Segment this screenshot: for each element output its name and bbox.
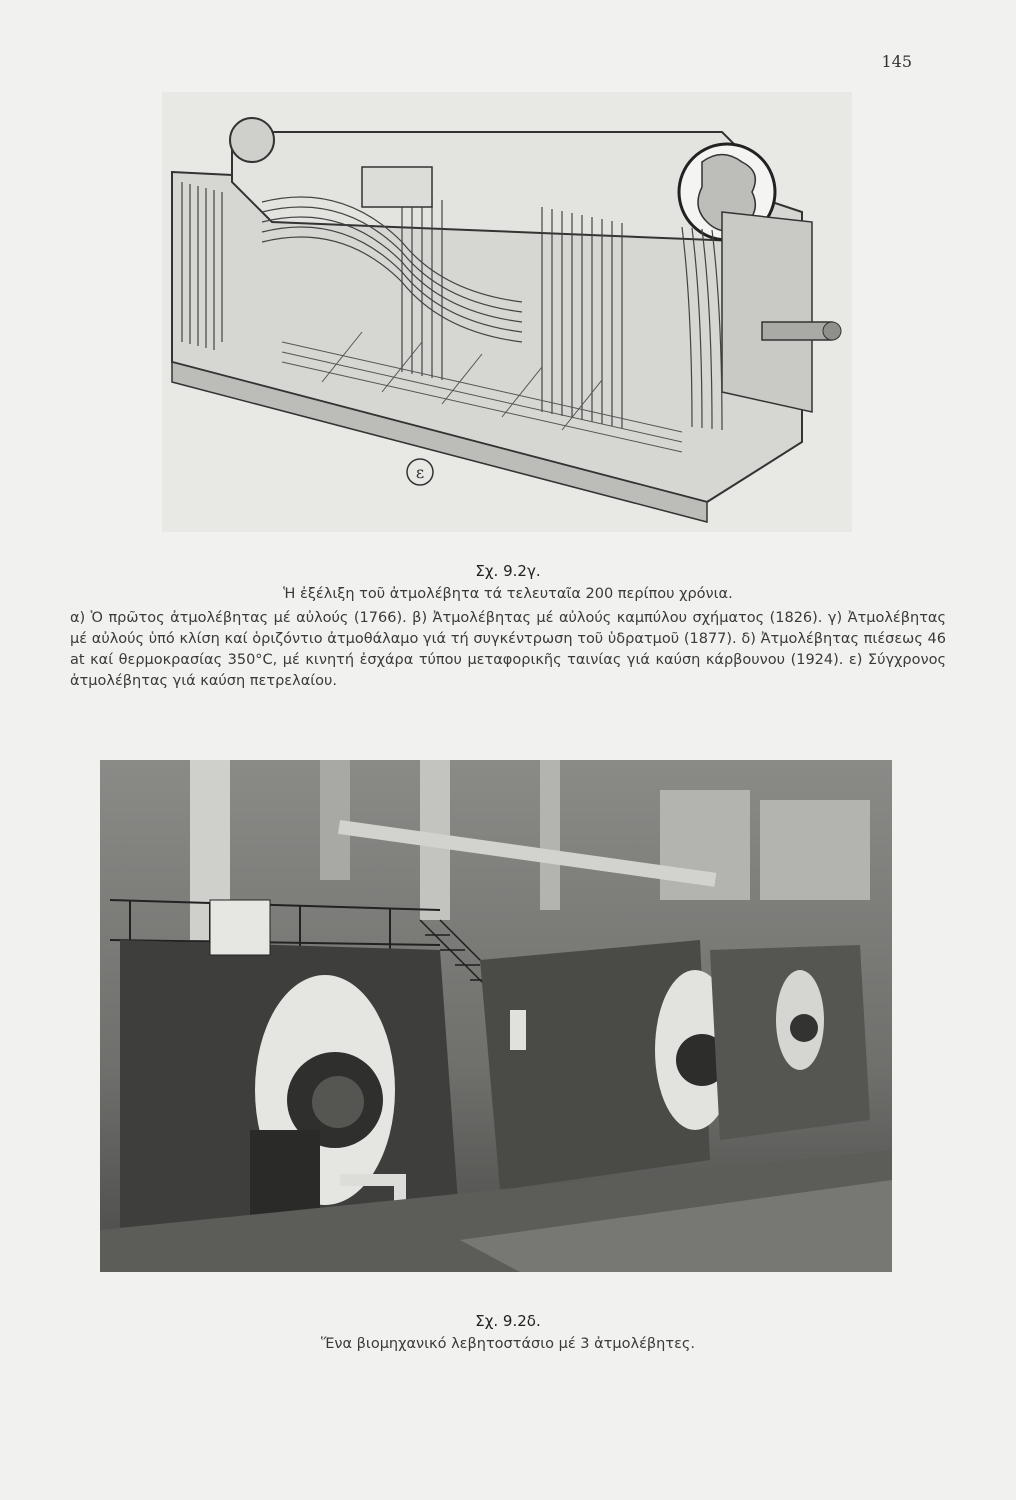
figure-2-description: Ἕνα βιομηχανικό λεβητοστάσιο μέ 3 ἀτμολέβητες. — [320, 1336, 696, 1352]
figure-1-description: Ἡ ἐξέλιξη τοῦ ἀτμολέβητα τά τελευταῖα 200 περίπου χρόνια. — [283, 586, 733, 602]
page-number: 145 — [881, 52, 912, 71]
figure-2-caption — [200, 1312, 816, 1354]
figure-2-label: Σχ. 9.2δ. — [475, 1312, 541, 1330]
figure-1-label: Σχ. 9.2γ. — [475, 562, 541, 580]
boiler-room-photograph — [100, 760, 892, 1272]
figure-1-caption — [70, 562, 946, 692]
figure-1-body: α) Ὁ πρῶτος ἀτμολέβητας μέ αὐλούς (1766). β) Ἀτμολέβητας μέ αὐλούς καμπύλου σχήματος (1826). γ) Ἀτμολέβητας μέ αὐλούς ὑπό κλίση καί ὁριζόντιο ἀτμοθάλαμο γιά τή συγκέντρωση τοῦ ὑδρατμοῦ (1877). δ) Ἀτμολέβητας πιέσεως 46 at καί θερμοκρασίας 350°C, μέ κινητή ἐσχάρα τύπου μεταφορικῆς ταινίας γιά καύση κάρβουνου (1924). ε) Σύγχρονος ἀτμολέβητας γιά καύση πετρελαίου. — [70, 610, 946, 689]
figure-marker-epsilon: ε — [415, 463, 425, 482]
boiler-cutaway-illustration — [162, 92, 852, 532]
